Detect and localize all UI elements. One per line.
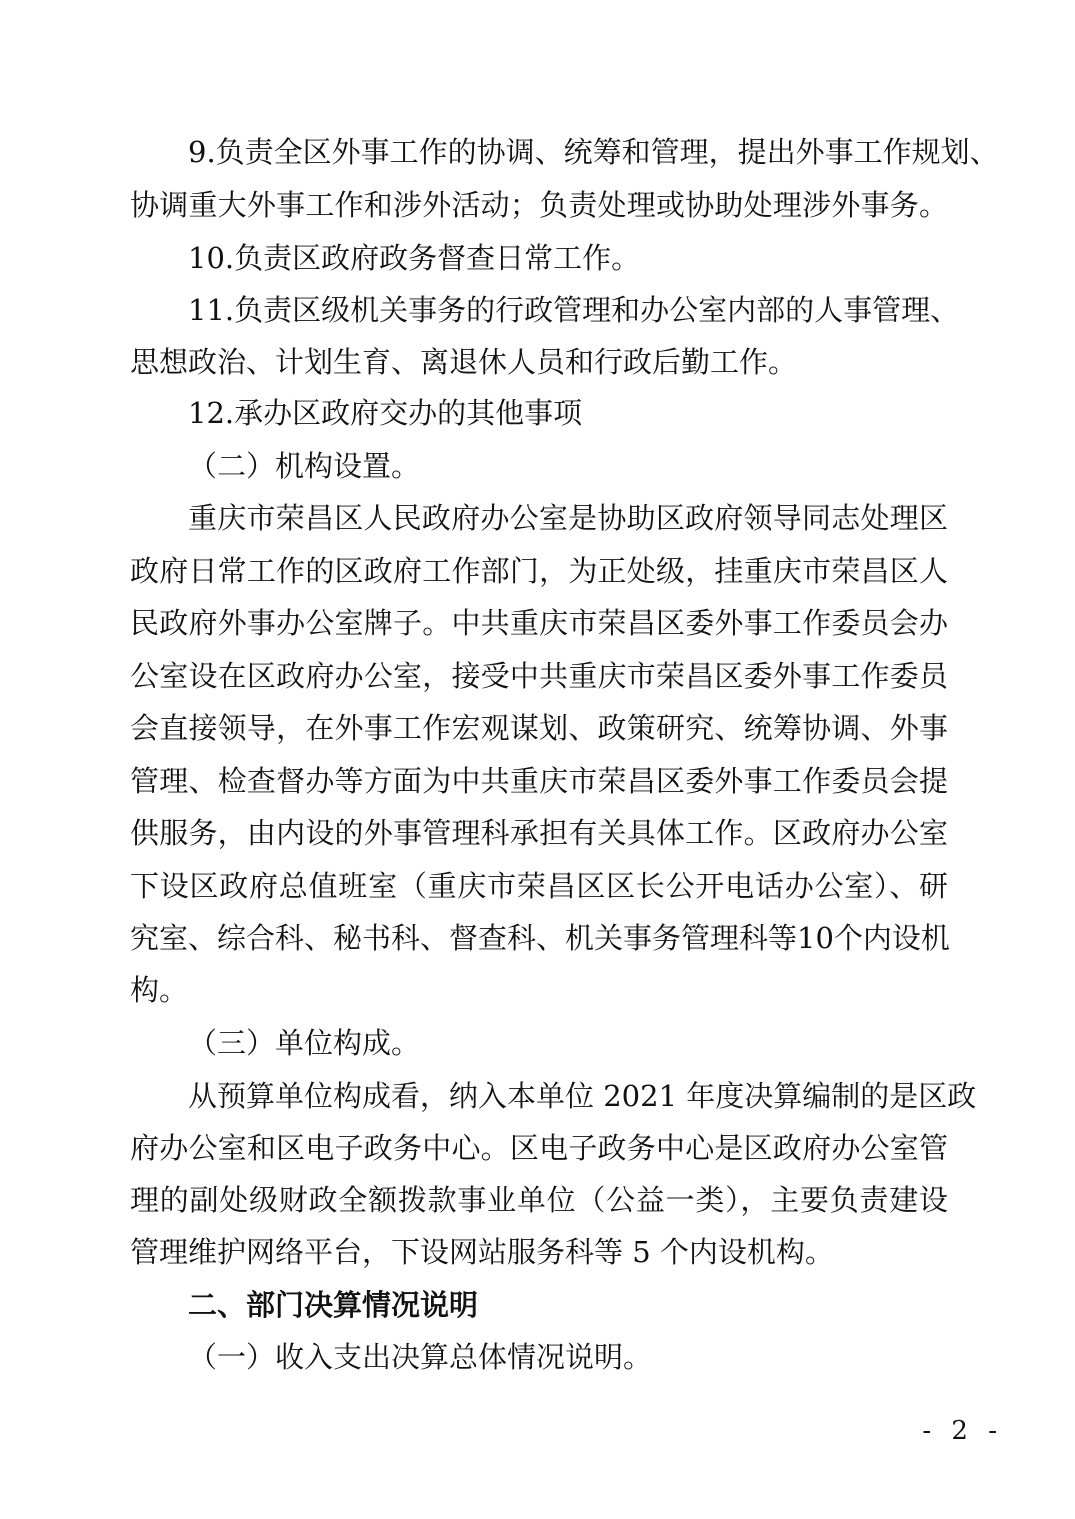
paragraph-line: 9.负责全区外事工作的协调、统筹和管理，提出外事工作规划、 (188, 135, 999, 169)
section-heading: （一）收入支出决算总体情况说明。 (188, 1340, 653, 1374)
paragraph-line: 管理、检查督办等方面为中共重庆市荣昌区委外事工作委员会提 (130, 764, 948, 798)
paragraph-line: 民政府外事办公室牌子。中共重庆市荣昌区委外事工作委员会办 (130, 606, 948, 640)
paragraph-line: 协调重大外事工作和涉外活动；负责处理或协助处理涉外事务。 (130, 188, 948, 222)
paragraph-line: 12.承办区政府交办的其他事项 (188, 396, 583, 430)
chapter-heading: 二、部门决算情况说明 (188, 1288, 479, 1322)
section-heading: （三）单位构成。 (188, 1026, 421, 1060)
paragraph-line: 公室设在区政府办公室，接受中共重庆市荣昌区委外事工作委员 (130, 659, 948, 693)
paragraph-line: 管理维护网络平台，下设网站服务科等 5 个内设机构。 (130, 1235, 834, 1269)
paragraph-line: 从预算单位构成看，纳入本单位 2021 年度决算编制的是区政 (188, 1079, 977, 1113)
paragraph-line: 重庆市荣昌区人民政府办公室是协助区政府领导同志处理区 (188, 501, 948, 535)
paragraph-line: 供服务，由内设的外事管理科承担有关具体工作。区政府办公室 (130, 816, 948, 850)
paragraph-line: 下设区政府总值班室（重庆市荣昌区区长公开电话办公室）、研 (130, 869, 948, 903)
paragraph-line: 11.负责区级机关事务的行政管理和办公室内部的人事管理、 (188, 293, 960, 327)
paragraph-line: 思想政治、计划生育、离退休人员和行政后勤工作。 (130, 345, 798, 379)
paragraph-line: 会直接领导，在外事工作宏观谋划、政策研究、统筹协调、外事 (130, 711, 948, 745)
paragraph-line: 理的副处级财政全额拨款事业单位（公益一类），主要负责建设 (130, 1183, 948, 1217)
paragraph-line: 政府日常工作的区政府工作部门，为正处级，挂重庆市荣昌区人 (130, 554, 948, 588)
paragraph-line: 府办公室和区电子政务中心。区电子政务中心是区政府办公室管 (130, 1131, 948, 1165)
page-number: - 2 - (922, 1416, 1003, 1446)
paragraph-line: 究室、综合科、秘书科、督查科、机关事务管理科等10个内设机 (130, 921, 950, 955)
section-heading: （二）机构设置。 (188, 449, 421, 483)
paragraph-line: 10.负责区政府政务督查日常工作。 (188, 241, 641, 275)
paragraph-line: 构。 (130, 973, 189, 1007)
